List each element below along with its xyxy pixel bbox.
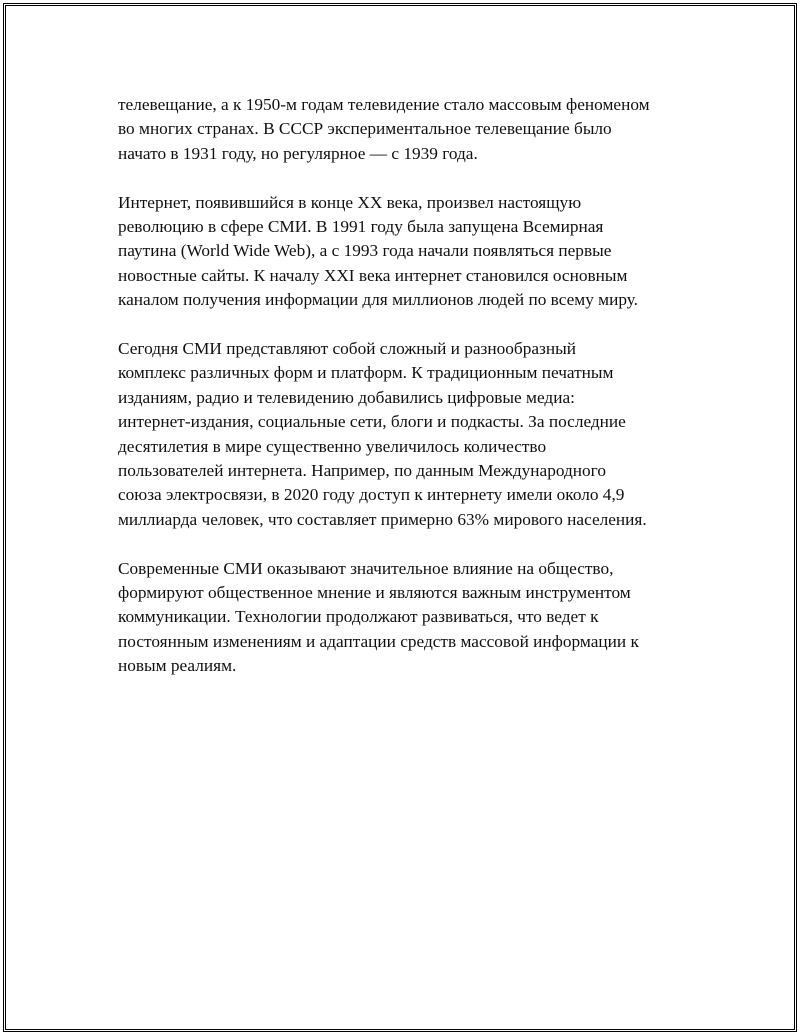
text-line: миллиарда человек, что составляет примерно 63% мирового населения. bbox=[118, 509, 647, 529]
text-line: коммуникации. Технологии продолжают развиваться, что ведет к bbox=[118, 607, 599, 627]
text-line: постоянным изменениям и адаптации средств массовой информации к bbox=[118, 631, 639, 651]
text-line: интернет-издания, социальные сети, блоги и подкасты. За последние bbox=[118, 412, 626, 432]
text-line: революцию в сфере СМИ. В 1991 году была запущена Всемирная bbox=[118, 217, 604, 237]
text-line: паутина (World Wide Web), а с 1993 года начали появляться первые bbox=[118, 241, 612, 261]
text-line: Современные СМИ оказывают значительное влияние на общество, bbox=[118, 558, 614, 578]
paragraph-internet bbox=[118, 191, 718, 313]
text-line: десятилетия в мире существенно увеличилось количество bbox=[118, 436, 547, 456]
text-line: Интернет, появившийся в конце XX века, произвел настоящую bbox=[118, 192, 582, 212]
text-line: во многих странах. В СССР экспериментальное телевещание было bbox=[118, 119, 612, 139]
text-line: новым реалиям. bbox=[118, 656, 237, 676]
paragraph-conclusion bbox=[118, 557, 718, 679]
text-line: изданиям, радио и телевидению добавились цифровые медиа: bbox=[118, 387, 575, 407]
text-line: каналом получения информации для миллионов людей по всему миру. bbox=[118, 290, 638, 310]
text-line: союза электросвязи, в 2020 году доступ к интернету имели около 4,9 bbox=[118, 485, 625, 505]
text-line: комплекс различных форм и платформ. К традиционным печатным bbox=[118, 363, 614, 383]
paragraph-television bbox=[118, 93, 718, 166]
text-line: формируют общественное мнение и являются важным инструментом bbox=[118, 583, 631, 603]
text-line: Сегодня СМИ представляют собой сложный и разнообразный bbox=[118, 339, 576, 359]
text-line: новостные сайты. К началу XXI века интернет становился основным bbox=[118, 265, 628, 285]
text-line: начато в 1931 году, но регулярное — с 1939 года. bbox=[118, 143, 478, 163]
document-body bbox=[118, 93, 718, 703]
text-line: пользователей интернета. Например, по данным Международного bbox=[118, 461, 606, 481]
text-line: телевещание, а к 1950-м годам телевидение стало массовым феноменом bbox=[118, 95, 650, 114]
paragraph-modern-media bbox=[118, 337, 718, 532]
